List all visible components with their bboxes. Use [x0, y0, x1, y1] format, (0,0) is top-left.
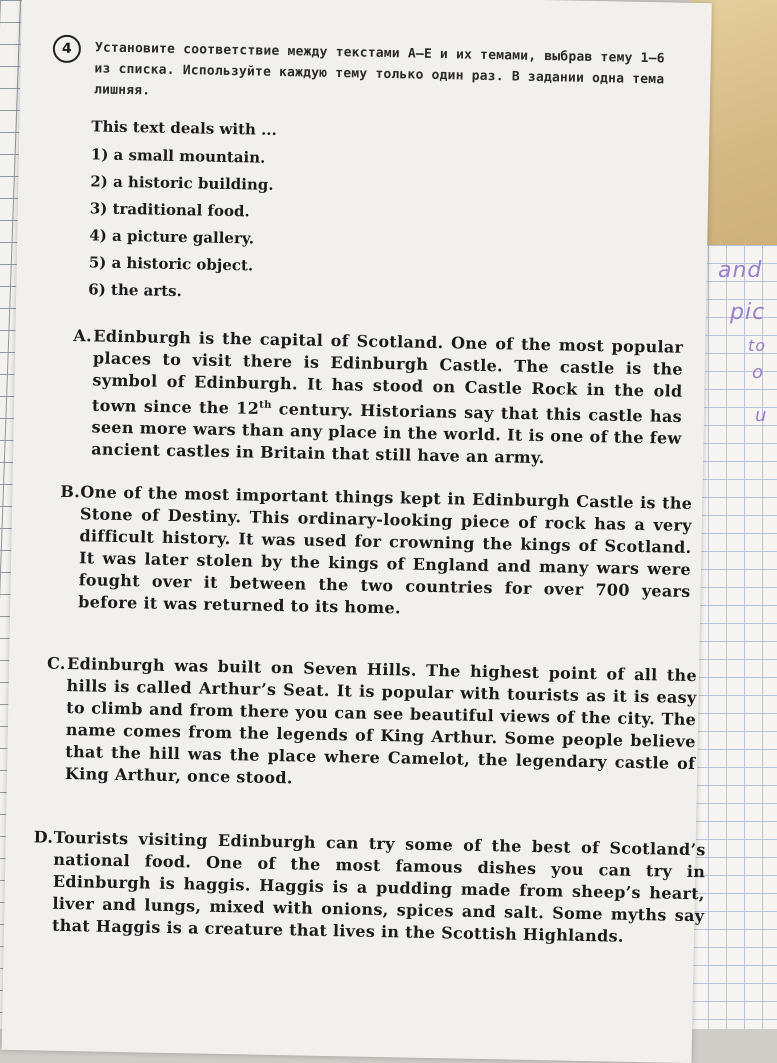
- topic-list: [88, 117, 491, 311]
- passage-letter: A.: [73, 326, 93, 346]
- passage-letter: D.: [33, 827, 54, 847]
- task-number-badge: 4: [53, 35, 82, 64]
- handwriting-note: pic: [730, 300, 766, 325]
- textbook-page: [2, 0, 712, 1063]
- topic-option: 4) a picture gallery.: [89, 226, 255, 248]
- handwriting-note: to: [748, 336, 767, 355]
- text-passage-a: [73, 325, 684, 472]
- passage-letter: C.: [46, 653, 66, 673]
- task-header: [53, 35, 673, 99]
- text-passage-d: [33, 827, 706, 949]
- passage-body: century. Historians say that this castle has seen more wars than any place in the world. It is one of the few ancient castles in Britain that still have an army.: [91, 399, 683, 468]
- task-instruction: Установите соответствие между текстами A–E и их темами, выбрав тему 1–6 из списка. Используйте каждую тему только один раз. В задании одна тема лишняя.: [93, 40, 665, 99]
- text-passage-c: [46, 653, 698, 797]
- passage-body: Edinburgh was built on Seven Hills. The highest point of all the hills is called Arthur’s Seat. It is popular with tourists as it is easy to climb and from there you can see beautiful views of the city. The name comes from the legends of King Arthur. Some people believe that the hill was the place where Camelot, the legendary castle of King Arthur, once stood.: [64, 653, 698, 788]
- topic-option: 1) a small mountain.: [90, 145, 266, 167]
- text-passage-b: [60, 481, 693, 625]
- passage-letter: B.: [60, 481, 81, 502]
- handwriting-note: o: [752, 362, 765, 383]
- passage-body: Tourists visiting Edinburgh can try some of the best of Scotland’s national food. One of the most famous dishes you can try in Edinburgh is haggis. Haggis is a pudding made from sheep’s heart, liver and lungs, mixed with onions, spices and salt. Some myths say that Haggis is a creature that lives in the Scottish Highlands.: [51, 827, 706, 946]
- question-stem: This text deals with ...: [91, 117, 277, 139]
- topic-option: 3) traditional food.: [89, 199, 250, 221]
- handwriting-note: u: [755, 405, 768, 426]
- passage-body: One of the most important things kept in Edinburgh Castle is the Stone of Destiny. This ordinary-looking piece of rock has a very difficult history. It was used for crowning the kings of Scotland. It was later stolen by the kings of England and many wars were fought over it between the two countries for over 700 years before it was returned to its home.: [78, 482, 693, 618]
- topic-option: 6) the arts.: [88, 280, 182, 301]
- topic-option: 5) a historic object.: [88, 253, 254, 275]
- handwriting-note: and: [718, 258, 763, 283]
- passage-body: Edinburgh is the capital of Scotland. One of the most popular places to visit there is Edinburgh Castle. The castle is the symbol of Edinburgh. It has stood on Castle Rock in the old town since the 12: [91, 326, 684, 418]
- superscript: th: [259, 399, 272, 411]
- topic-option: 2) a historic building.: [90, 172, 274, 194]
